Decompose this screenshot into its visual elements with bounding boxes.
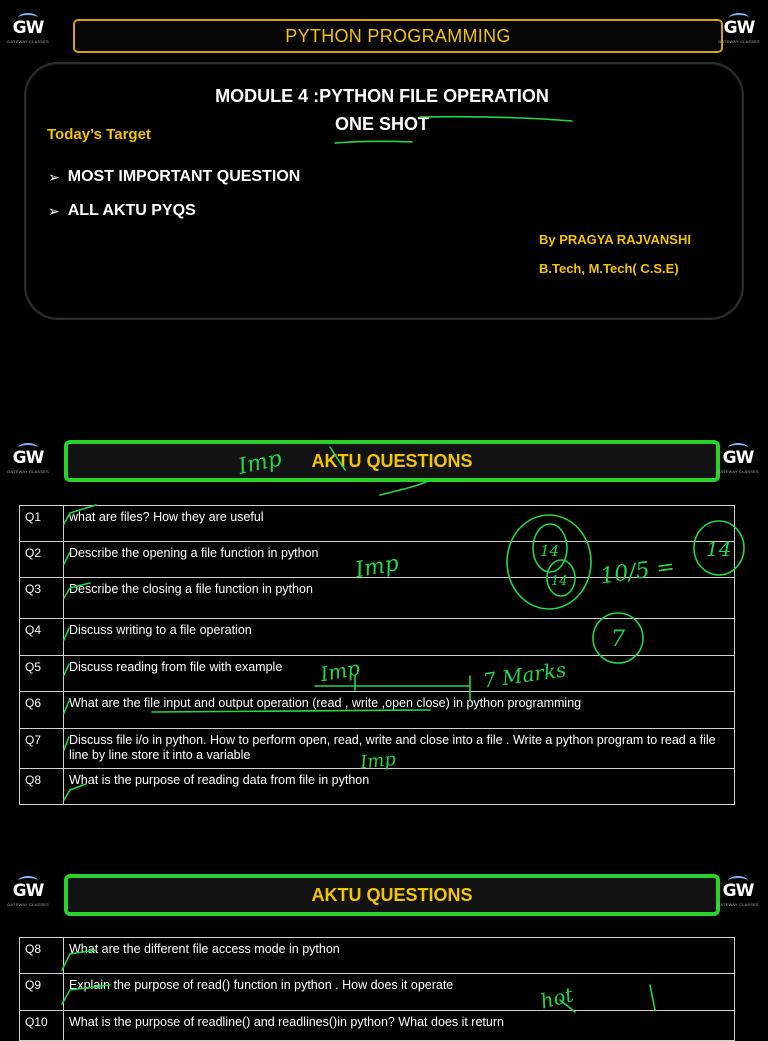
table-row (20, 619, 735, 656)
logo-arc-icon (18, 876, 38, 886)
note-7: 7 (611, 627, 625, 652)
note-imp: Imp (353, 551, 401, 584)
question-number: Q4 (20, 619, 64, 656)
question-number: Q7 (20, 729, 64, 769)
logo-subtext: GATEWAY CLASSES (7, 902, 49, 907)
gateway-logo-left (6, 873, 50, 917)
question-number: Q5 (20, 656, 64, 692)
question-text: Discuss reading from file with example (64, 656, 735, 692)
gateway-logo-right (716, 440, 760, 484)
question-text: Describe the opening a file function in python (64, 542, 735, 578)
logo-arc-icon (18, 443, 38, 453)
arrow-bullet-icon: ➢ (48, 168, 60, 185)
table-row (20, 769, 735, 805)
section-title: AKTU QUESTIONS (311, 884, 473, 905)
table-row (20, 578, 735, 619)
table-row (20, 656, 735, 692)
logo-subtext: GATEWAY CLASSES (7, 469, 49, 474)
note-hot: hot (537, 982, 576, 1014)
table-row (20, 1011, 735, 1041)
section-title: AKTU QUESTIONS (311, 450, 473, 471)
logo-arc-icon (18, 13, 38, 23)
note-imp: Imp (318, 655, 362, 687)
note-14c: 14 (706, 537, 732, 561)
question-number: Q10 (20, 1011, 64, 1041)
table-row (20, 729, 735, 769)
logo-subtext: GATEWAY CLASSES (717, 902, 759, 907)
author-name: By PRAGYA RAJVANSHI (539, 232, 691, 247)
question-text: Discuss file i/o in python. How to perform open, read, write and close into a file . Write a python program to read a file line by line store it into a variable (64, 729, 735, 769)
note-imp: Imp (359, 748, 397, 774)
logo-text: GW (723, 18, 755, 38)
question-text: What is the purpose of readline() and readlines()in python? What does it return (64, 1011, 735, 1041)
question-text: Describe the closing a file function in python (64, 578, 735, 619)
table-row (20, 542, 735, 578)
question-number: Q8 (20, 938, 64, 974)
author-degree: B.Tech, M.Tech( C.S.E) (539, 261, 679, 276)
module-title: MODULE 4 :PYTHON FILE OPERATION (215, 86, 549, 106)
question-number: Q8 (20, 769, 64, 805)
question-number: Q1 (20, 506, 64, 542)
note-14a: 14 (540, 542, 560, 560)
one-shot-subtitle: ONE SHOT (334, 114, 429, 134)
note-7-marks: 7 Marks (481, 657, 568, 693)
table-row (20, 692, 735, 729)
logo-text: GW (722, 448, 754, 468)
logo-subtext: GATEWAY CLASSES (717, 469, 759, 474)
note-imp: Imp (236, 446, 285, 480)
course-banner (73, 19, 723, 53)
logo-text: GW (12, 881, 44, 901)
bullet-item (48, 202, 196, 220)
gateway-logo-left (6, 440, 50, 484)
logo-subtext: GATEWAY CLASSES (7, 39, 49, 44)
note-total: 10/5 = (598, 554, 677, 590)
gateway-logo-right (717, 10, 761, 54)
table-row (20, 506, 735, 542)
logo-text: GW (12, 18, 44, 38)
question-text: Discuss writing to a file operation (64, 619, 735, 656)
course-title: PYTHON PROGRAMMING (285, 25, 511, 46)
logo-arc-icon (729, 13, 749, 23)
question-number: Q2 (20, 542, 64, 578)
note-14b: 14 (551, 574, 568, 589)
question-text: Explain the purpose of read() function in python . How does it operate (64, 974, 735, 1011)
table-row (20, 938, 735, 974)
question-text: What are the different file access mode in python (64, 938, 735, 974)
logo-text: GW (12, 448, 44, 468)
logo-subtext: GATEWAY CLASSES (718, 39, 760, 44)
underline-stroke (380, 481, 428, 495)
table-row (20, 974, 735, 1011)
section-banner (64, 440, 720, 482)
arrow-bullet-icon: ➢ (48, 202, 60, 219)
logo-arc-icon (728, 876, 748, 886)
gateway-logo-right (716, 873, 760, 917)
bullet-item (48, 168, 300, 186)
questions-table (19, 505, 735, 805)
question-text: What is the purpose of reading data from file in python (64, 769, 735, 805)
question-text: What are the file input and output operation (read , write ,open close) in python programming (64, 692, 735, 729)
question-number: Q3 (20, 578, 64, 619)
bullet-text: ALL AKTU PYQS (67, 202, 196, 219)
section-banner (64, 874, 720, 916)
todays-target-label: Today’s Target (47, 126, 151, 143)
bullet-text: MOST IMPORTANT QUESTION (67, 168, 301, 185)
question-number: Q9 (20, 974, 64, 1011)
question-number: Q6 (20, 692, 64, 729)
question-text: what are files? How they are useful (64, 506, 735, 542)
logo-arc-icon (728, 443, 748, 453)
questions-table (19, 937, 735, 1041)
logo-text: GW (722, 881, 754, 901)
gateway-logo-left (6, 10, 50, 54)
